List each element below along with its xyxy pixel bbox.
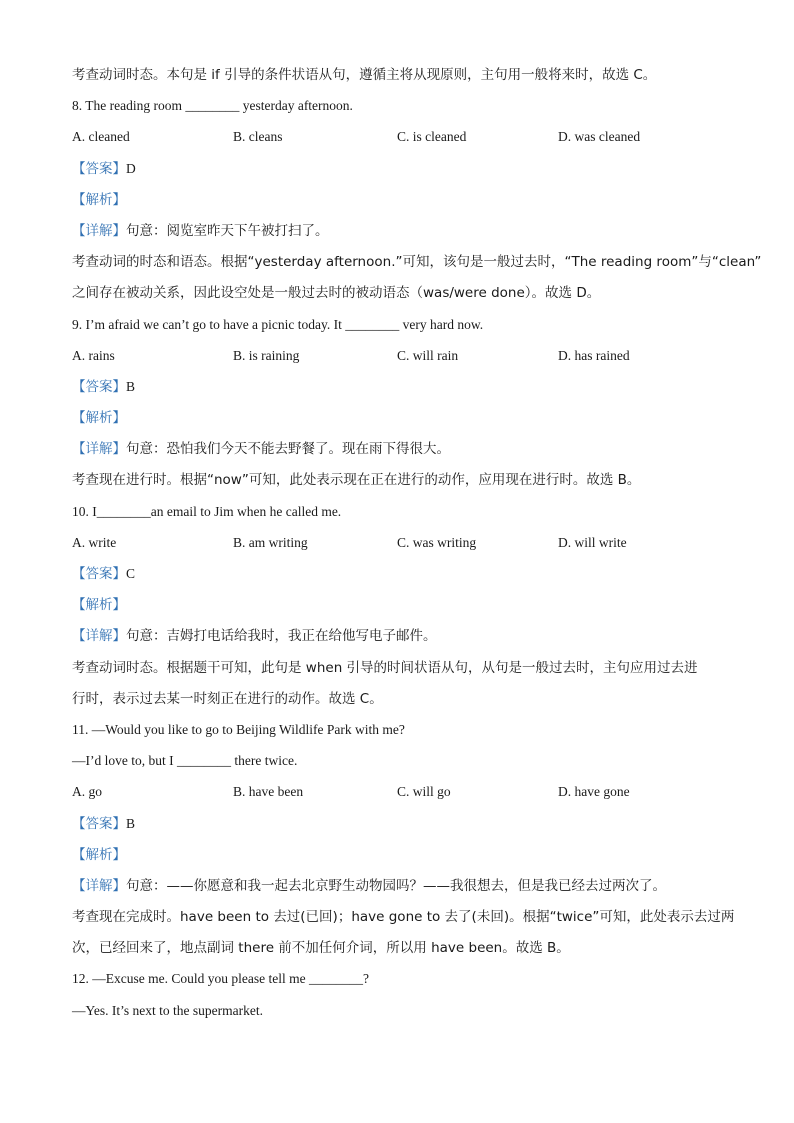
section-tag: 【解析】 — [72, 191, 126, 208]
section-value: 句意：阅览室昨天下午被打扫了。 — [126, 222, 329, 239]
section-tag: 【答案】 — [72, 160, 126, 177]
section-value: 句意：吉姆打电话给我时，我正在给他写电子邮件。 — [126, 628, 437, 645]
option-b: B. is raining — [233, 347, 300, 363]
section-value: D — [126, 160, 136, 176]
section-tag: 【解析】 — [72, 846, 126, 863]
section-tag: 【详解】 — [72, 441, 126, 458]
answer-line — [72, 813, 732, 844]
explanation-text: 考查动词时态。根据题干可知，此句是 when 引导的时间状语从句，从句是一般过去时，主句应用过去进 — [72, 659, 698, 676]
answer-options — [72, 532, 732, 563]
section-tag: 【答案】 — [72, 815, 126, 832]
analysis-heading — [72, 407, 732, 438]
analysis-heading — [72, 189, 732, 220]
answer-line — [72, 158, 732, 189]
section-value: C — [126, 566, 136, 581]
explanation-line — [72, 438, 732, 469]
question-text: 11. —Would you like to go to Beijing Wildlife Park with me? — [72, 721, 405, 737]
section-value: B — [126, 378, 136, 394]
section-tag: 【答案】 — [72, 566, 126, 582]
analysis-heading — [72, 844, 732, 875]
section-tag: 【详解】 — [72, 628, 126, 645]
question-text: 9. I’m afraid we can’t go to have a picnic today. It ________ very hard now. — [72, 316, 484, 332]
question-text: 8. The reading room ________ yesterday afternoon. — [72, 98, 353, 114]
section-tag: 【详解】 — [72, 877, 126, 894]
section-tag: 【解析】 — [72, 410, 126, 427]
section-value: B — [126, 815, 136, 831]
option-d: D. has rained — [558, 347, 630, 363]
question-text: 12. —Excuse me. Could you please tell me ________? — [72, 971, 369, 987]
answer-line — [72, 563, 732, 594]
option-a: A. cleaned — [72, 129, 130, 145]
option-c: C. was writing — [397, 534, 477, 550]
explanation-text: 之间存在被动关系，因此设空处是一般过去时的被动语态（was/were done）。故选 D。 — [72, 285, 601, 302]
option-c: C. will rain — [397, 347, 459, 363]
explanation-text: 行时，表示过去某一时刻正在进行的动作。故选 C。 — [72, 690, 383, 707]
option-b: B. have been — [233, 784, 304, 800]
answer-options — [72, 781, 732, 812]
option-b: B. cleans — [233, 129, 283, 145]
answer-line — [72, 376, 732, 407]
question-text: —Yes. It’s next to the supermarket. — [72, 1002, 263, 1018]
option-d: D. will write — [558, 534, 627, 550]
explanation-text: 考查现在完成时。have been to 去过(已回)；have gone to 去了(未回)。根据“twice”可知，此处表示去过两 — [72, 909, 735, 926]
option-a: A. go — [72, 784, 102, 800]
option-b: B. am writing — [233, 534, 308, 550]
section-tag: 【答案】 — [72, 378, 126, 395]
option-c: C. is cleaned — [397, 129, 467, 145]
document-page — [72, 64, 762, 1031]
option-a: A. rains — [72, 347, 115, 363]
explanation-text: 考查动词的时态和语态。根据“yesterday afternoon.”可知，该句是一般过去时，“The reading room”与“clean” — [72, 254, 762, 271]
explanation-text: 考查现在进行时。根据“now”可知，此处表示现在正在进行的动作，应用现在进行时。故选 B。 — [72, 472, 641, 489]
explanation-text: 次，已经回来了，地点副词 there 前不加任何介词，所以用 have been。故选 B。 — [72, 940, 570, 957]
explanation-text: 考查动词时态。本句是 if 引导的条件状语从句，遵循主将从现原则，主句用一般将来时，故选 C。 — [72, 67, 657, 83]
answer-options — [72, 126, 732, 157]
question-text: 10. I________an email to Jim when he called me. — [72, 503, 342, 519]
option-d: D. was cleaned — [558, 129, 641, 145]
explanation-line — [72, 625, 732, 656]
explanation-line — [72, 875, 732, 906]
section-tag: 【解析】 — [72, 597, 126, 614]
section-value: 句意：——你愿意和我一起去北京野生动物园吗？——我很想去，但是我已经去过两次了。 — [126, 877, 666, 894]
explanation-line — [72, 220, 732, 251]
option-d: D. have gone — [558, 784, 630, 800]
option-a: A. write — [72, 534, 117, 550]
question-text: —I’d love to, but I ________ there twice. — [72, 753, 298, 769]
option-c: C. will go — [397, 784, 451, 800]
answer-options — [72, 345, 732, 376]
section-tag: 【详解】 — [72, 222, 126, 239]
analysis-heading — [72, 594, 732, 625]
section-value: 句意：恐怕我们今天不能去野餐了。现在雨下得很大。 — [126, 441, 450, 458]
